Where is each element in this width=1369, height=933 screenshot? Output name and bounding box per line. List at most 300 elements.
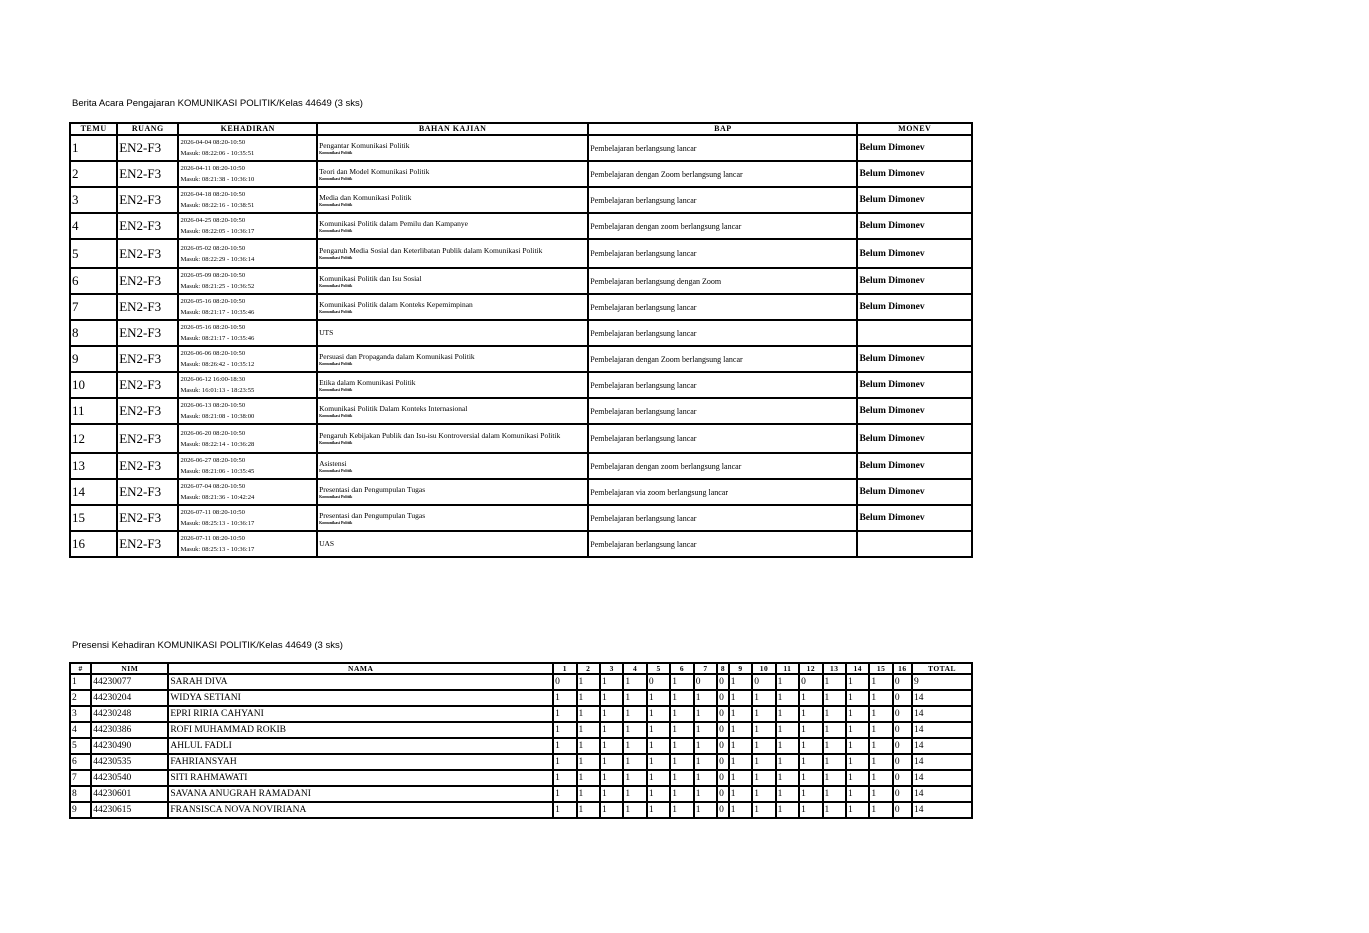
nama-cell: EPRI RIRIA CAHYANI (169, 707, 552, 721)
temu-cell: 8 (71, 321, 116, 345)
attendance-mark-cell: 1 (601, 771, 622, 785)
attendance-mark-cell: 1 (554, 707, 575, 721)
attendance-mark-cell: 0 (800, 675, 821, 689)
attendance-mark-cell: 1 (753, 707, 774, 721)
bahan-kajian-cell (318, 347, 587, 371)
attendance-mark-cell: 1 (824, 739, 845, 753)
ruang-cell: EN2-F3 (118, 188, 177, 212)
temu-cell: 14 (71, 480, 116, 504)
attendance-mark-cell: 1 (578, 771, 599, 785)
bap-header-row (71, 124, 971, 134)
total-cell: 14 (913, 755, 971, 769)
row-number-cell: 3 (71, 707, 90, 721)
attendance-mark-cell: 1 (777, 723, 798, 737)
masuk-text: Masuk: 08:21:17 - 10:35:46 (180, 335, 255, 342)
table-row (71, 480, 971, 504)
temu-cell: 5 (71, 240, 116, 267)
bahan-kajian-cell (318, 399, 587, 423)
table-row (71, 214, 971, 238)
ruang-cell: EN2-F3 (118, 532, 177, 556)
attendance-mark-cell: 1 (847, 771, 868, 785)
attendance-mark-cell: 1 (730, 707, 751, 721)
bap-title: Berita Acara Pengajaran KOMUNIKASI POLITIK/Kelas 44649 (3 sks) (72, 98, 363, 109)
table-row (71, 803, 971, 817)
attendance-mark-cell: 1 (753, 755, 774, 769)
ruang-cell: EN2-F3 (118, 506, 177, 530)
temu-cell: 10 (71, 373, 116, 397)
masuk-text: Masuk: 08:25:13 - 10:36:17 (180, 546, 255, 553)
attendance-mark-cell: 1 (730, 803, 751, 817)
row-number-cell: 1 (71, 675, 90, 689)
bahan-kajian-text: Komunikasi Politik dalam Konteks Kepemimpinan (319, 299, 473, 309)
attendance-mark-cell: 1 (578, 675, 599, 689)
attendance-mark-cell: 1 (671, 739, 692, 753)
bap-cell: Pembelajaran berlangsung lancar (589, 373, 856, 397)
attendance-mark-cell: 0 (695, 675, 716, 689)
attendance-mark-cell: 1 (847, 723, 868, 737)
ruang-cell: EN2-F3 (118, 454, 177, 478)
presensi-col-header: NIM (92, 664, 167, 673)
temu-cell: 6 (71, 269, 116, 293)
attendance-mark-cell: 1 (824, 675, 845, 689)
table-row (71, 269, 971, 293)
attendance-mark-cell: 0 (718, 707, 728, 721)
attendance-mark-cell: 1 (601, 787, 622, 801)
attendance-mark-cell: 1 (753, 803, 774, 817)
nama-cell: FAHRIANSYAH (169, 755, 552, 769)
monev-cell: Belum Dimonev (858, 425, 971, 452)
col-header-kehadiran: KEHADIRAN (179, 124, 316, 134)
attendance-mark-cell: 1 (624, 771, 645, 785)
jadwal-text: 2026-05-16 08:20-10:50 (180, 324, 246, 331)
attendance-mark-cell: 0 (894, 691, 911, 705)
attendance-mark-cell: 1 (648, 691, 669, 705)
total-cell: 14 (913, 771, 971, 785)
bap-cell: Pembelajaran berlangsung lancar (589, 425, 856, 452)
table-row (71, 136, 971, 160)
attendance-mark-cell: 1 (554, 691, 575, 705)
table-row (71, 321, 971, 345)
mata-kuliah-text: Komunikasi Politik (319, 412, 353, 418)
kehadiran-cell (179, 506, 316, 530)
monev-cell: Belum Dimonev (858, 136, 971, 160)
masuk-text: Masuk: 08:21:06 - 10:35:45 (180, 468, 255, 475)
mata-kuliah-text: Komunikasi Politik (319, 493, 353, 499)
attendance-mark-cell: 1 (695, 739, 716, 753)
nama-cell: SAVANA ANUGRAH RAMADANI (169, 787, 552, 801)
attendance-mark-cell: 1 (624, 755, 645, 769)
presensi-col-header: # (71, 664, 90, 673)
presensi-col-header: 6 (671, 664, 692, 673)
ruang-cell: EN2-F3 (118, 425, 177, 452)
presensi-title: Presensi Kehadiran KOMUNIKASI POLITIK/Kelas 44649 (3 sks) (72, 640, 343, 651)
bap-cell: Pembelajaran berlangsung dengan Zoom (589, 269, 856, 293)
attendance-mark-cell: 0 (894, 755, 911, 769)
bahan-kajian-cell (318, 295, 587, 319)
bahan-kajian-text: Presentasi dan Pengumpulan Tugas (319, 510, 426, 520)
attendance-mark-cell: 1 (554, 723, 575, 737)
total-cell: 9 (913, 675, 971, 689)
table-row (71, 399, 971, 423)
bap-cell: Pembelajaran berlangsung lancar (589, 532, 856, 556)
jadwal-text: 2026-07-11 08:20-10:50 (180, 509, 245, 516)
attendance-mark-cell: 1 (800, 723, 821, 737)
kehadiran-cell (179, 321, 316, 345)
ruang-cell: EN2-F3 (118, 480, 177, 504)
attendance-mark-cell: 1 (695, 755, 716, 769)
attendance-mark-cell: 1 (554, 739, 575, 753)
nama-cell: FRANSISCA NOVA NOVIRIANA (169, 803, 552, 817)
attendance-mark-cell: 1 (671, 771, 692, 785)
nama-cell: SARAH DIVA (169, 675, 552, 689)
nim-cell: 44230248 (92, 707, 167, 721)
mata-kuliah-text: Komunikasi Politik (319, 175, 353, 181)
jadwal-text: 2026-04-18 08:20-10:50 (180, 191, 246, 198)
mata-kuliah-text: Komunikasi Politik (319, 227, 353, 233)
ruang-cell: EN2-F3 (118, 162, 177, 186)
mata-kuliah-text: Komunikasi Politik (319, 282, 353, 288)
attendance-mark-cell: 1 (800, 739, 821, 753)
attendance-mark-cell: 0 (648, 675, 669, 689)
bahan-kajian-text: UAS (319, 539, 335, 548)
presensi-col-header: 15 (870, 664, 891, 673)
bap-cell: Pembelajaran berlangsung lancar (589, 240, 856, 267)
mata-kuliah-text: Komunikasi Politik (319, 519, 353, 525)
attendance-mark-cell: 0 (894, 771, 911, 785)
ruang-cell: EN2-F3 (118, 136, 177, 160)
nim-cell: 44230535 (92, 755, 167, 769)
row-number-cell: 9 (71, 803, 90, 817)
attendance-mark-cell: 1 (870, 771, 891, 785)
attendance-mark-cell: 1 (671, 803, 692, 817)
total-cell: 14 (913, 691, 971, 705)
table-row (71, 454, 971, 478)
attendance-mark-cell: 1 (648, 755, 669, 769)
attendance-mark-cell: 1 (695, 723, 716, 737)
attendance-mark-cell: 1 (624, 803, 645, 817)
bahan-kajian-cell (318, 321, 587, 345)
attendance-mark-cell: 1 (847, 675, 868, 689)
attendance-mark-cell: 1 (847, 707, 868, 721)
temu-cell: 16 (71, 532, 116, 556)
col-header-bahan-kajian: BAHAN KAJIAN (318, 124, 587, 134)
bahan-kajian-cell (318, 269, 587, 293)
col-header-bap: BAP (589, 124, 856, 134)
jadwal-text: 2026-05-09 08:20-10:50 (180, 272, 246, 279)
masuk-text: Masuk: 08:21:36 - 10:42:24 (180, 494, 255, 501)
attendance-mark-cell: 1 (847, 787, 868, 801)
presensi-col-header: 1 (554, 664, 575, 673)
presensi-col-header: 12 (800, 664, 821, 673)
nim-cell: 44230204 (92, 691, 167, 705)
attendance-mark-cell: 1 (800, 787, 821, 801)
attendance-mark-cell: 1 (824, 723, 845, 737)
table-row (71, 771, 971, 785)
attendance-mark-cell: 1 (730, 723, 751, 737)
attendance-mark-cell: 1 (730, 755, 751, 769)
jadwal-text: 2026-06-12 16:00-18:30 (180, 376, 246, 383)
kehadiran-cell (179, 480, 316, 504)
presensi-col-header: 16 (894, 664, 911, 673)
attendance-mark-cell: 1 (554, 787, 575, 801)
kehadiran-cell (179, 136, 316, 160)
attendance-mark-cell: 1 (695, 691, 716, 705)
bahan-kajian-cell (318, 480, 587, 504)
jadwal-text: 2026-07-04 08:20-10:50 (180, 483, 246, 490)
bap-cell: Pembelajaran dengan Zoom berlangsung lancar (589, 347, 856, 371)
bahan-kajian-cell (318, 425, 587, 452)
total-cell: 14 (913, 707, 971, 721)
attendance-mark-cell: 1 (824, 691, 845, 705)
attendance-mark-cell: 1 (753, 691, 774, 705)
temu-cell: 9 (71, 347, 116, 371)
total-cell: 14 (913, 787, 971, 801)
bahan-kajian-text: Pengantar Komunikasi Politik (319, 140, 410, 150)
jadwal-text: 2026-06-13 08:20-10:50 (180, 402, 246, 409)
row-number-cell: 2 (71, 691, 90, 705)
presensi-col-header: 4 (624, 664, 645, 673)
jadwal-text: 2026-06-20 08:20-10:50 (180, 429, 246, 437)
table-row (71, 295, 971, 319)
masuk-text: Masuk: 08:25:13 - 10:36:17 (180, 520, 255, 527)
table-row (71, 739, 971, 753)
monev-cell: Belum Dimonev (858, 506, 971, 530)
attendance-mark-cell: 1 (870, 723, 891, 737)
nim-cell: 44230601 (92, 787, 167, 801)
attendance-mark-cell: 1 (554, 803, 575, 817)
attendance-mark-cell: 0 (753, 675, 774, 689)
masuk-text: Masuk: 08:22:29 - 10:36:14 (180, 255, 255, 263)
attendance-mark-cell: 1 (624, 739, 645, 753)
mata-kuliah-text: Komunikasi Politik (319, 360, 353, 366)
attendance-mark-cell: 0 (718, 691, 728, 705)
attendance-mark-cell: 0 (718, 787, 728, 801)
jadwal-text: 2026-04-25 08:20-10:50 (180, 217, 246, 224)
monev-cell: Belum Dimonev (858, 399, 971, 423)
attendance-mark-cell: 1 (554, 771, 575, 785)
row-number-cell: 5 (71, 739, 90, 753)
table-row (71, 347, 971, 371)
monev-cell: Belum Dimonev (858, 240, 971, 267)
attendance-mark-cell: 1 (648, 723, 669, 737)
bap-cell: Pembelajaran via zoom berlangsung lancar (589, 480, 856, 504)
bahan-kajian-text: Presentasi dan Pengumpulan Tugas (319, 484, 426, 494)
presensi-col-header: NAMA (169, 664, 552, 673)
temu-cell: 3 (71, 188, 116, 212)
attendance-mark-cell: 1 (671, 691, 692, 705)
kehadiran-cell (179, 532, 316, 556)
masuk-text: Masuk: 16:01:13 - 18:23:55 (180, 387, 255, 394)
nim-cell: 44230615 (92, 803, 167, 817)
row-number-cell: 4 (71, 723, 90, 737)
bahan-kajian-text: Teori dan Model Komunikasi Politik (319, 166, 430, 176)
temu-cell: 13 (71, 454, 116, 478)
kehadiran-cell (179, 240, 316, 267)
masuk-text: Masuk: 08:22:05 - 10:36:17 (180, 228, 255, 235)
nim-cell: 44230386 (92, 723, 167, 737)
attendance-mark-cell: 1 (695, 707, 716, 721)
attendance-mark-cell: 1 (578, 739, 599, 753)
presensi-col-header: 14 (847, 664, 868, 673)
jadwal-text: 2026-07-11 08:20-10:50 (180, 535, 245, 542)
attendance-mark-cell: 1 (777, 787, 798, 801)
jadwal-text: 2026-04-04 08:20-10:50 (180, 139, 246, 146)
attendance-mark-cell: 1 (800, 707, 821, 721)
attendance-mark-cell: 1 (777, 771, 798, 785)
attendance-mark-cell: 1 (578, 707, 599, 721)
attendance-mark-cell: 1 (753, 739, 774, 753)
presensi-body (71, 675, 971, 817)
masuk-text: Masuk: 08:21:25 - 10:36:52 (180, 283, 255, 290)
bap-table (69, 122, 973, 558)
ruang-cell: EN2-F3 (118, 240, 177, 267)
total-cell: 14 (913, 803, 971, 817)
bahan-kajian-text: Pengaruh Kebijakan Publik dan Isu-isu Kontroversial dalam Komunikasi Politik (319, 431, 561, 440)
presensi-col-header: 7 (695, 664, 716, 673)
presensi-col-header: 9 (730, 664, 751, 673)
masuk-text: Masuk: 08:22:14 - 10:36:28 (180, 440, 255, 448)
attendance-mark-cell: 1 (730, 787, 751, 801)
attendance-mark-cell: 1 (824, 803, 845, 817)
attendance-mark-cell: 1 (601, 755, 622, 769)
attendance-mark-cell: 1 (870, 739, 891, 753)
table-row (71, 723, 971, 737)
col-header-temu: TEMU (71, 124, 116, 134)
presensi-col-header: 3 (601, 664, 622, 673)
attendance-mark-cell: 1 (648, 803, 669, 817)
temu-cell: 1 (71, 136, 116, 160)
col-header-ruang: RUANG (118, 124, 177, 134)
attendance-mark-cell: 1 (578, 723, 599, 737)
bahan-kajian-cell (318, 454, 587, 478)
ruang-cell: EN2-F3 (118, 399, 177, 423)
attendance-mark-cell: 1 (753, 787, 774, 801)
ruang-cell: EN2-F3 (118, 214, 177, 238)
table-row (71, 787, 971, 801)
bap-cell: Pembelajaran berlangsung lancar (589, 321, 856, 345)
table-row (71, 425, 971, 452)
table-row (71, 691, 971, 705)
mata-kuliah-text: Komunikasi Politik (319, 386, 353, 392)
attendance-mark-cell: 1 (648, 771, 669, 785)
table-row (71, 532, 971, 556)
bap-cell: Pembelajaran berlangsung lancar (589, 506, 856, 530)
attendance-mark-cell: 1 (777, 739, 798, 753)
attendance-mark-cell: 1 (753, 771, 774, 785)
kehadiran-cell (179, 347, 316, 371)
attendance-mark-cell: 1 (847, 739, 868, 753)
table-row (71, 373, 971, 397)
table-row (71, 240, 971, 267)
monev-cell (858, 532, 971, 556)
jadwal-text: 2026-06-06 08:20-10:50 (180, 350, 246, 357)
attendance-mark-cell: 1 (800, 691, 821, 705)
mata-kuliah-text: Komunikasi Politik (319, 149, 353, 155)
attendance-mark-cell: 1 (601, 691, 622, 705)
jadwal-text: 2026-05-02 08:20-10:50 (180, 244, 246, 252)
nama-cell: ROFI MUHAMMAD ROKIB (169, 723, 552, 737)
attendance-mark-cell: 1 (648, 707, 669, 721)
monev-cell: Belum Dimonev (858, 188, 971, 212)
col-header-monev: MONEV (858, 124, 971, 134)
attendance-mark-cell: 0 (718, 723, 728, 737)
bahan-kajian-cell (318, 136, 587, 160)
nama-cell: SITI RAHMAWATI (169, 771, 552, 785)
attendance-mark-cell: 1 (824, 755, 845, 769)
nama-cell: WIDYA SETIANI (169, 691, 552, 705)
monev-cell: Belum Dimonev (858, 295, 971, 319)
presensi-col-header: 10 (753, 664, 774, 673)
bap-cell: Pembelajaran dengan Zoom berlangsung lancar (589, 162, 856, 186)
temu-cell: 7 (71, 295, 116, 319)
jadwal-text: 2026-05-16 08:20-10:50 (180, 298, 246, 305)
mata-kuliah-text: Komunikasi Politik (319, 308, 353, 314)
temu-cell: 12 (71, 425, 116, 452)
table-row (71, 755, 971, 769)
kehadiran-cell (179, 162, 316, 186)
attendance-mark-cell: 1 (624, 675, 645, 689)
mata-kuliah-text: Komunikasi Politik (319, 255, 353, 260)
presensi-col-header: 13 (824, 664, 845, 673)
attendance-mark-cell: 1 (578, 787, 599, 801)
ruang-cell: EN2-F3 (118, 373, 177, 397)
kehadiran-cell (179, 214, 316, 238)
attendance-mark-cell: 1 (870, 691, 891, 705)
attendance-mark-cell: 1 (601, 803, 622, 817)
attendance-mark-cell: 1 (753, 723, 774, 737)
presensi-col-header: TOTAL (913, 664, 971, 673)
ruang-cell: EN2-F3 (118, 295, 177, 319)
bap-cell: Pembelajaran berlangsung lancar (589, 136, 856, 160)
mata-kuliah-text: Komunikasi Politik (319, 201, 353, 207)
attendance-mark-cell: 0 (718, 739, 728, 753)
bahan-kajian-text: Asistensi (319, 458, 347, 468)
attendance-mark-cell: 1 (671, 723, 692, 737)
masuk-text: Masuk: 08:22:06 - 10:35:51 (180, 150, 255, 157)
attendance-mark-cell: 0 (894, 707, 911, 721)
presensi-col-header: 5 (648, 664, 669, 673)
attendance-mark-cell: 1 (824, 707, 845, 721)
total-cell: 14 (913, 739, 971, 753)
bahan-kajian-cell (318, 373, 587, 397)
attendance-mark-cell: 1 (671, 787, 692, 801)
bahan-kajian-text: UTS (319, 328, 334, 337)
attendance-mark-cell: 1 (800, 803, 821, 817)
attendance-mark-cell: 1 (777, 691, 798, 705)
masuk-text: Masuk: 08:26:42 - 10:35:12 (180, 361, 255, 368)
bahan-kajian-text: Persuasi dan Propaganda dalam Komunikasi Politik (319, 351, 475, 361)
attendance-mark-cell: 1 (695, 787, 716, 801)
kehadiran-cell (179, 373, 316, 397)
kehadiran-cell (179, 454, 316, 478)
attendance-mark-cell: 1 (870, 803, 891, 817)
kehadiran-cell (179, 399, 316, 423)
monev-cell: Belum Dimonev (858, 162, 971, 186)
table-row (71, 188, 971, 212)
attendance-mark-cell: 1 (800, 755, 821, 769)
mata-kuliah-text: Komunikasi Politik (319, 467, 353, 473)
monev-cell: Belum Dimonev (858, 454, 971, 478)
bahan-kajian-cell (318, 214, 587, 238)
attendance-mark-cell: 1 (578, 755, 599, 769)
attendance-mark-cell: 1 (578, 691, 599, 705)
bap-cell: Pembelajaran berlangsung lancar (589, 188, 856, 212)
attendance-mark-cell: 1 (578, 803, 599, 817)
row-number-cell: 8 (71, 787, 90, 801)
attendance-mark-cell: 1 (624, 787, 645, 801)
attendance-mark-cell: 1 (730, 675, 751, 689)
bahan-kajian-cell (318, 506, 587, 530)
